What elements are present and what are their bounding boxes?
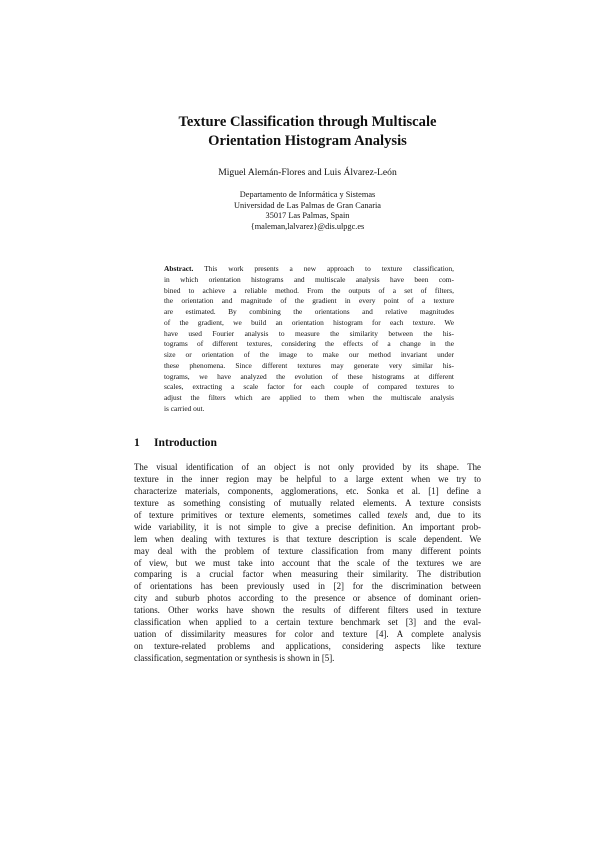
abstract-line: of the gradient, we build an orientation histogram for each texture. We <box>164 317 454 327</box>
body-line: of view, but we must take into account that the scale of the textures we are <box>134 557 481 568</box>
affiliation-email: {maleman,lalvarez}@dis.ulpgc.es <box>250 222 365 232</box>
body-paragraph <box>134 462 481 665</box>
body-line: classification, segmentation or synthesis is shown in [5]. <box>134 653 335 663</box>
body-line: The visual identification of an object is not only provided by its shape. The <box>134 462 481 472</box>
body-line: texture in the inner region may be helpful to a large extent when we try to <box>134 473 481 484</box>
abstract-line: size or orientation of the image to make our method invariant under <box>164 350 454 359</box>
body-line: classification when applied to a certain texture benchmark set [3] and the eval- <box>134 617 481 628</box>
abstract-line: bined to achieve a reliable method. From the outputs of a set of filters, <box>164 285 454 295</box>
body-line: lem when dealing with textures is that texture description is scale dependent. We <box>134 533 481 544</box>
abstract <box>164 264 454 415</box>
body-line: characterize materials, components, agglomerations, etc. Sonka et al. [1] define a <box>134 485 481 496</box>
section-number: 1 <box>134 436 140 449</box>
body-line: texture as something consisting of mutually related elements. A texture consists <box>134 497 481 508</box>
paper-authors: Miguel Alemán-Flores and Luis Álvarez-León <box>218 167 397 178</box>
abstract-line: in which orientation histograms and multiscale analysis have been com- <box>164 274 454 284</box>
body-line: tations. Other works have shown the results of different filters used in texture <box>134 605 481 616</box>
abstract-line <box>164 264 454 275</box>
body-line: on texture-related problems and applications, considering aspects like texture <box>134 641 481 652</box>
section-title: Introduction <box>154 436 217 449</box>
abstract-label: Abstract. <box>164 264 194 273</box>
body-line: of orientations has been previously used in [2] for the discrimination between <box>134 581 481 592</box>
body-line: city and suburb photos according to the presence or absence of dominant orien- <box>134 593 481 604</box>
body-line: may deal with the problem of texture classification from many different points <box>134 545 481 556</box>
abstract-line: these phenomena. Since different textures may generate very similar his- <box>164 360 454 370</box>
emphasized-term: texels <box>387 509 408 520</box>
body-line: comparing is a crucial factor when measuring their similarity. The distribution <box>134 569 481 580</box>
body-line: wide variability, it is not simple to give a precise definition. An important prob- <box>134 521 481 532</box>
abstract-line: are estimated. By combining the orientations and relative magnitudes <box>164 307 454 316</box>
paper-title <box>100 113 515 151</box>
abstract-text: This work presents a new approach to texture classification, <box>193 264 454 273</box>
body-line: uation of dissimilarity measures for color and texture [4]. A complete analysis <box>134 629 481 640</box>
abstract-line: tograms, we have analyzed the evolution of these histograms at different <box>164 371 454 381</box>
section-heading <box>134 436 217 450</box>
affiliation-line: Universidad de Las Palmas de Gran Canaria <box>234 200 381 210</box>
abstract-line: have used Fourier analysis to measure the similarity between the his- <box>164 328 454 338</box>
affiliation <box>100 190 515 233</box>
body-line: of texture primitives or texture elements, sometimes called texels and, due to its <box>134 509 482 520</box>
affiliation-line: 35017 Las Palmas, Spain <box>265 211 350 221</box>
title-line: Texture Classification through Multiscale <box>178 114 437 130</box>
affiliation-line: Departamento de Informática y Sistemas <box>239 190 376 199</box>
abstract-line: adjust the filters which are applied to them when the multiscale analysis <box>164 393 454 402</box>
abstract-line: the orientation and magnitude of the gradient in every point of a texture <box>164 296 454 306</box>
abstract-line: is carried out. <box>164 403 205 413</box>
abstract-line: tograms of different textures, considering the effects of a change in the <box>164 339 454 349</box>
abstract-line: scales, extracting a scale factor for each couple of compared textures to <box>164 382 454 392</box>
title-line: Orientation Histogram Analysis <box>208 133 407 149</box>
